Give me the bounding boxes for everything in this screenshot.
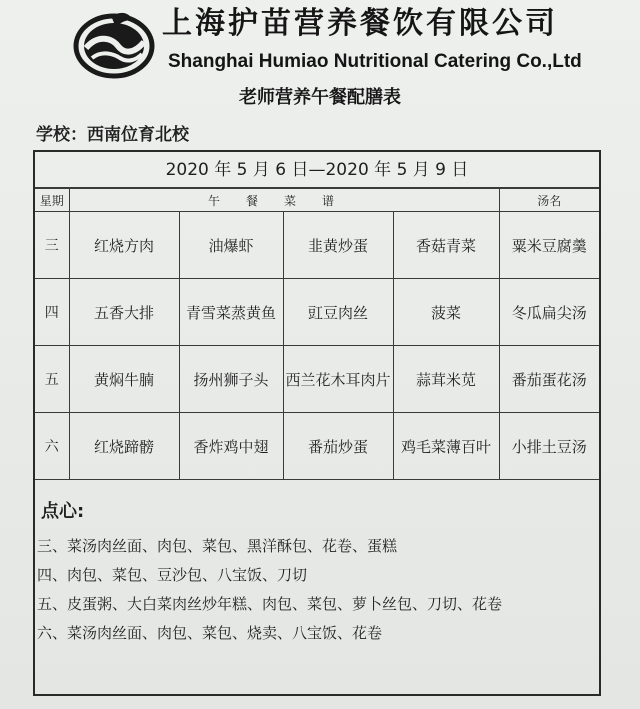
document-title: 老师营养午餐配膳表 xyxy=(239,87,401,108)
column-header-soup: 汤名 xyxy=(499,189,599,212)
dish-cell: 红烧蹄髈 xyxy=(69,413,179,480)
school-line xyxy=(36,124,189,146)
dish-cell: 红烧方肉 xyxy=(69,212,179,279)
soup-cell: 小排土豆汤 xyxy=(499,413,599,480)
dish-cell: 豇豆肉丝 xyxy=(283,279,393,346)
school-name: 西南位育北校 xyxy=(87,125,189,145)
snack-line: 四、肉包、菜包、豆沙包、八宝饭、刀切 xyxy=(37,566,308,584)
soup-cell: 粟米豆腐羹 xyxy=(499,212,599,279)
dish-cell: 番茄炒蛋 xyxy=(283,413,393,480)
day-cell: 四 xyxy=(35,279,69,346)
day-cell: 三 xyxy=(35,212,69,279)
table-row xyxy=(35,346,599,413)
snacks-title: 点心: xyxy=(41,501,85,522)
dish-cell: 蒜茸米苋 xyxy=(393,346,499,413)
soup-cell: 冬瓜扁尖汤 xyxy=(499,279,599,346)
snack-line: 六、菜汤肉丝面、肉包、菜包、烧卖、八宝饭、花卷 xyxy=(37,624,383,642)
dish-cell: 菠菜 xyxy=(393,279,499,346)
table-row xyxy=(35,279,599,346)
company-name-en: Shanghai Humiao Nutritional Catering Co.,Ltd xyxy=(168,51,582,72)
day-cell: 五 xyxy=(35,346,69,413)
dish-cell: 黄焖牛腩 xyxy=(69,346,179,413)
dish-cell: 香炸鸡中翅 xyxy=(179,413,283,480)
soup-cell: 番茄蛋花汤 xyxy=(499,346,599,413)
dish-cell: 油爆虾 xyxy=(179,212,283,279)
dish-cell: 香菇青菜 xyxy=(393,212,499,279)
snack-line: 五、皮蛋粥、大白菜肉丝炒年糕、肉包、菜包、萝卜丝包、刀切、花卷 xyxy=(37,595,503,613)
day-cell: 六 xyxy=(35,413,69,480)
snacks-section xyxy=(37,492,597,648)
table-row xyxy=(35,212,599,279)
dish-cell: 青雪菜蒸黄鱼 xyxy=(179,279,283,346)
dish-cell: 五香大排 xyxy=(69,279,179,346)
table-header-row xyxy=(35,189,599,212)
column-header-day: 星期 xyxy=(35,189,69,212)
dish-cell: 西兰花木耳肉片 xyxy=(283,346,393,413)
table-row xyxy=(35,413,599,480)
dish-cell: 韭黄炒蛋 xyxy=(283,212,393,279)
date-range: 2020 年 5 月 6 日—2020 年 5 月 9 日 xyxy=(35,152,599,188)
school-label: 学校： xyxy=(36,125,87,145)
snack-line: 三、菜汤肉丝面、肉包、菜包、黑洋酥包、花卷、蛋糕 xyxy=(37,537,398,555)
company-name-cn: 上海护苗营养餐饮有限公司 xyxy=(162,6,558,41)
dish-cell: 扬州狮子头 xyxy=(179,346,283,413)
company-logo-icon xyxy=(72,8,156,80)
column-header-lunch: 午餐菜谱 xyxy=(69,189,499,212)
dish-cell: 鸡毛菜薄百叶 xyxy=(393,413,499,480)
lunch-menu-table xyxy=(35,188,599,480)
